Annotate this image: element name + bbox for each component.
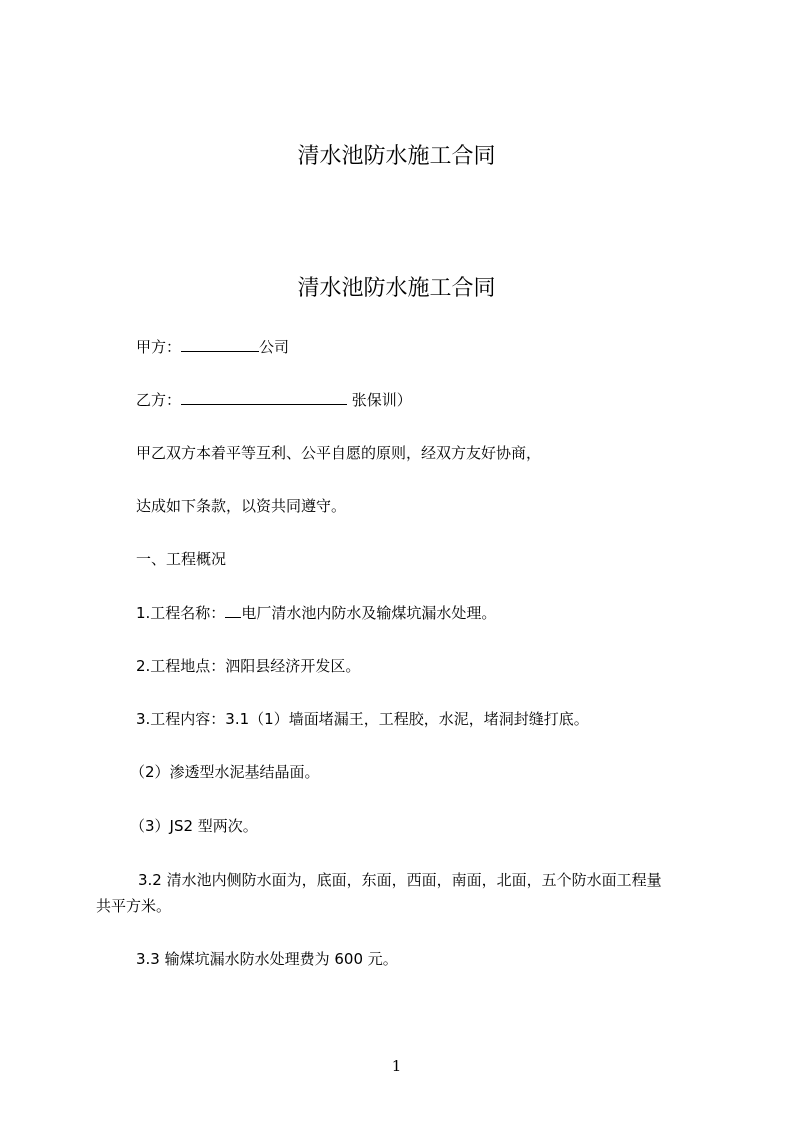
header-title: 清水池防水施工合同: [297, 144, 496, 169]
party-a-line: [136, 337, 289, 357]
section-1-heading: 一、工程概况: [136, 550, 227, 568]
item-3-sub-3: （3）JS2 型两次。: [130, 817, 258, 835]
party-a-blank: [181, 337, 259, 352]
item-3-3: 3.3 输煤坑漏水防水处理费为 600 元。: [136, 950, 398, 968]
document-title: 清水池防水施工合同: [297, 276, 496, 301]
item-1: [136, 603, 496, 623]
item-1-text: 电厂清水池内防水及输煤坑漏水处理。: [241, 604, 497, 622]
item-2: 2.工程地点：泗阳县经济开发区。: [136, 657, 361, 675]
item-1-prefix: 1.工程名称：: [136, 604, 226, 622]
item-3: 3.工程内容：3.1（1）墙面堵漏王，工程胶，水泥，堵洞封缝打底。: [136, 710, 589, 728]
party-b-blank: [181, 390, 347, 405]
item-3-2-line-2: 共平方米。: [96, 897, 172, 915]
intro-line-1: 甲乙双方本着平等互利、公平自愿的原则，经双方友好协商，: [136, 444, 542, 462]
party-a-suffix: 公司: [259, 338, 290, 356]
party-b-line: [136, 390, 412, 410]
intro-line-2: 达成如下条款，以资共同遵守。: [136, 497, 347, 515]
item-3-sub-2: （2）渗透型水泥基结晶面。: [130, 763, 320, 781]
item-3-2-line-1: 3.2 清水池内侧防水面为，底面，东面，西面，南面，北面，五个防水面工程量: [138, 871, 662, 889]
page-number: 1: [391, 1057, 402, 1075]
party-b-label: 乙方：: [136, 391, 182, 409]
party-a-label: 甲方：: [136, 338, 182, 356]
party-b-suffix: 张保训）: [347, 391, 412, 409]
item-1-blank: [225, 603, 241, 618]
